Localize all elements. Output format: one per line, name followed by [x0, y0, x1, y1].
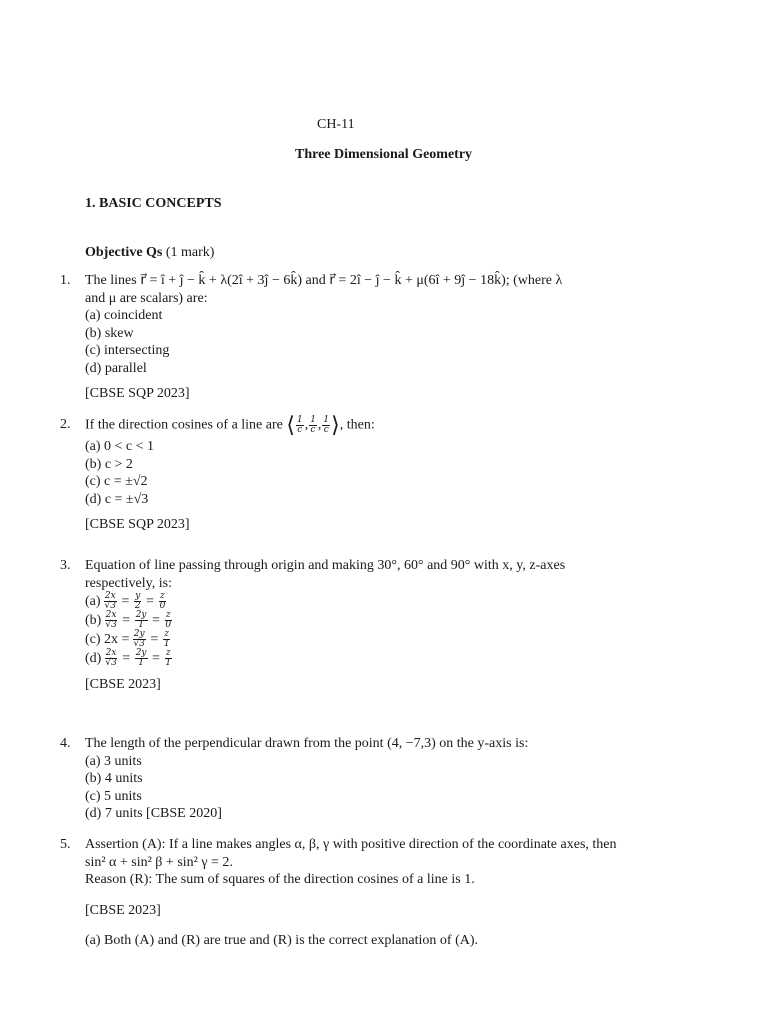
- option-a: (a) 0 < c < 1: [85, 439, 155, 454]
- question-source: [CBSE SQP 2023]: [85, 517, 190, 532]
- option-a: (a) Both (A) and (R) are true and (R) is the correct explanation of (A).: [85, 933, 479, 948]
- option-c: (c) c = ±√2: [85, 474, 148, 489]
- fraction: $\frac{1}{c}$: [296, 415, 303, 435]
- question-number: 4.: [60, 736, 71, 751]
- option-d: (d) $\frac{2x}{√3}$ = $\frac{2y}{1}$ = $\frac{z}{1}$: [85, 648, 172, 668]
- question-2: [60, 412, 710, 534]
- question-1: [60, 272, 710, 403]
- question-4: [60, 735, 710, 823]
- question-stem-line-2: respectively, is:: [85, 575, 172, 591]
- question-stem: If the direction cosines of a line are ⟨ $\frac{1}{c}$ , $\frac{1}{c}$ , $\frac{1}{c}$ ⟩, then:: [85, 412, 375, 438]
- question-stem: The length of the perpendicular drawn from the point (4, −7,3) on the y-axis is:: [85, 736, 529, 751]
- assertion-line-2: sin² α + sin² β + sin² γ = 2.: [85, 854, 233, 870]
- fraction: $\frac{1}{c}$: [310, 415, 316, 435]
- question-number: 5.: [60, 837, 71, 852]
- option-a: (a) coincident: [85, 308, 163, 323]
- question-source: [CBSE 2023]: [85, 677, 161, 692]
- left-angle-bracket: ⟨: [286, 412, 295, 438]
- question-number: 2.: [60, 417, 71, 432]
- option-c: (c) 2x = $\frac{2y}{√3}$ = $\frac{z}{1}$: [85, 629, 170, 649]
- option-b: (b) skew: [85, 325, 134, 341]
- question-stem-line-2: and μ are scalars) are:: [85, 290, 208, 306]
- section-heading: 1. BASIC CONCEPTS: [85, 196, 222, 211]
- reason-line: Reason (R): The sum of squares of the direction cosines of a line is 1.: [85, 872, 475, 887]
- chapter-title: Three Dimensional Geometry: [295, 147, 473, 162]
- option-b: (b) $\frac{2x}{√3}$ = $\frac{2y}{1}$ = $\frac{z}{0}$: [85, 610, 172, 630]
- chapter-label: CH-11: [317, 117, 355, 132]
- assertion-line-1: Assertion (A): If a line makes angles α, β, γ with positive direction of the coordinate axes, then: [85, 837, 617, 852]
- question-stem-line-1: Equation of line passing through origin and making 30°, 60° and 90° with x, y, z-axes: [85, 558, 566, 573]
- question-3: [60, 557, 710, 694]
- option-a: (a) 3 units: [85, 753, 142, 769]
- option-c: (c) 5 units: [85, 788, 142, 804]
- question-stem-line-1: The lines r⃗ = î + ĵ − k̂ + λ(2î + 3ĵ − 6k̂) and r⃗ = 2î − ĵ − k̂ + μ(6î + 9ĵ − 18k̂); (where λ: [85, 273, 563, 288]
- subsection-title: Objective Qs: [85, 245, 163, 260]
- stem-text-end: , then:: [339, 417, 375, 433]
- option-b: (b) 4 units: [85, 771, 143, 786]
- question-number: 1.: [60, 273, 71, 288]
- subsection-heading: [85, 244, 214, 262]
- question-5: [60, 836, 710, 950]
- question-source: [CBSE 2023]: [85, 902, 161, 918]
- subsection-note: (1 mark): [162, 245, 215, 260]
- question-number: 3.: [60, 558, 71, 573]
- option-a: (a) $\frac{2x}{√3}$ = $\frac{y}{2}$ = $\frac{z}{0}$: [85, 591, 166, 611]
- option-c: (c) intersecting: [85, 343, 170, 358]
- option-b: (b) c > 2: [85, 456, 133, 472]
- option-d: (d) 7 units [CBSE 2020]: [85, 806, 222, 821]
- fraction: $\frac{1}{c}$: [323, 415, 330, 435]
- option-d: (d) parallel: [85, 360, 147, 376]
- stem-text: If the direction cosines of a line are: [85, 417, 287, 433]
- question-source: [CBSE SQP 2023]: [85, 386, 190, 401]
- right-angle-bracket: ⟩: [331, 412, 340, 438]
- option-d: (d) c = ±√3: [85, 491, 149, 507]
